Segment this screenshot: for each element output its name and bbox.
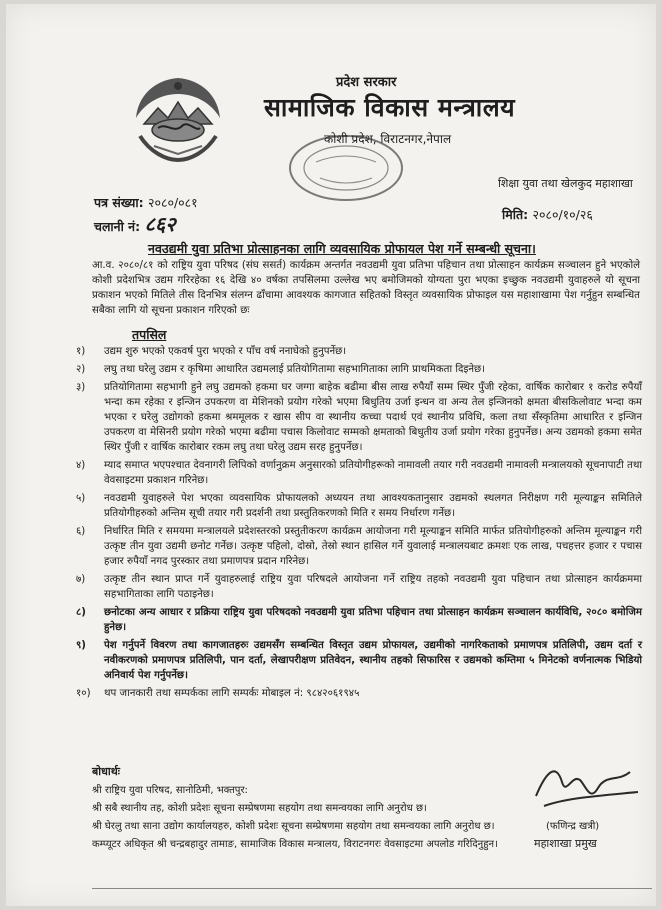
government-name: प्रदेश सरकार <box>336 75 397 90</box>
list-item: १) उद्यम शुरु भएको एकवर्ष पुरा भएको र पाँच वर्ष ननाघेको हुनुपर्नेछ। <box>76 346 347 357</box>
cc-list <box>92 782 512 854</box>
schedule-list <box>76 344 642 704</box>
ministry-name: सामाजिक विकास मन्त्रालय <box>264 93 516 122</box>
footer-divider <box>92 888 652 889</box>
cc-entry: कम्प्यूटर अधिकृत श्री चन्द्रबहादुर तामाङ, सामाजिक विकास मन्त्रालय, विराटनगरः वेवसाइटमा अपलोड गरिदिनुहुन। <box>92 839 498 850</box>
date-value: २०८०/१०/२६ <box>532 207 593 222</box>
department-name: शिक्षा युवा तथा खेलकुद महाशाखा <box>498 177 633 190</box>
list-item: १०) थप जानकारी तथा सम्पर्कका लागि सम्पर्कः मोबाइल नं: ९८४२०६१९४५ <box>76 688 360 699</box>
cc-entry: श्री सबै स्थानीय तह, कोशी प्रदेशः सूचना सम्प्रेषणमा सहयोग तथा समन्वयका लागि अनुरोध छ। <box>92 803 427 814</box>
signatory-name: (फणिन्द्र खत्री) <box>546 821 600 832</box>
dispatch-number-value: ८६२ <box>144 212 176 236</box>
date-label: मिति: <box>502 207 529 222</box>
dispatch-number-label: चलानी नं: <box>94 219 141 234</box>
list-item: ४) म्याद समाप्त भएपश्चात देवनागरी लिपिको वर्णानुक्रम अनुसारको प्रतियोगीहरूको नामावली तयार गरी नवउद्यमी नामावली मन्त्रालयको सूचनापाटी तथा वेवसाइटमा प्रकाशन गरिनेछ। <box>76 460 642 486</box>
notice-subject: नवउद्यमी युवा प्रतिभा प्रोत्साहनका लागि व्यवसायिक प्रोफायल पेश गर्ने सम्बन्धी सूचना। <box>148 241 536 256</box>
list-item: ७) उत्कृष्ट तीन स्थान प्राप्त गर्ने युवाहरुलाई राष्ट्रिय युवा परिषदले आयोजना गर्ने राष्ट्रिय तहको नवउद्यमी युवा पहिचान तथा प्रोत्साहन कार्यक्रममा सहभागिताका लागि पठाइनेछ। <box>76 574 642 600</box>
dispatch-number <box>94 210 176 237</box>
list-item: ८) छनोटका अन्य आधार र प्रक्रिया राष्ट्रिय युवा परिषदको नवउद्यमी युवा प्रतिभा पहिचान तथा प्रोत्साहन कार्यक्रम सञ्चालन कार्यविधि, २०८० बमोजिम हुनेछ। <box>76 607 642 633</box>
letter-number-label: पत्र संख्या: <box>94 195 144 210</box>
list-item: ९) पेश गर्नुपर्ने विवरण तथा कागजातहरुः उद्यमसँग सम्बन्धित विस्तृत उद्यम प्रोफायल, उद्यमीको नागरिकताको प्रमाणपत्र प्रतिलिपी, उद्यम दर्ता र नवीकरणको प्रमाणपत्र प्रतिलिपी, पान दर्ता, लेखापरीक्षण प्रतिवेदन, स्थानीय तहको सिफारिस र उद्यमको कम्तिमा ५ मिनेटको वर्णनात्मक भिडियो अनिवार्य पेश गर्नुपर्नेछ। <box>76 640 642 681</box>
list-item: २) लघु तथा घरेलु उद्यम र कृषिमा आधारित उद्यमलाई प्रतियोगितामा सहभागिताका लागि प्राथमिकता दिइनेछ। <box>76 364 486 375</box>
nepal-emblem-icon <box>124 74 232 166</box>
list-item: ५) नवउद्यमी युवाहरुले पेश भएका व्यवसायिक प्रोफायलको अध्ययन तथा आवश्यकतानुसार उद्यमको स्थलगत निरीक्षण गरी मूल्याङ्कन समितिले प्रतियोगीहरुको अन्तिम सूची तयार गरी प्रदर्शनी तथा प्रस्तुतिकरणको मिति र समय निर्धारण गर्नेछ। <box>76 493 642 519</box>
list-item: ६) निर्धारित मिति र समयमा मन्त्रालयले प्रदेशस्तरको प्रस्तुतीकरण कार्यक्रम आयोजना गरी मूल्याङ्कन समिति मार्फत प्रतियोगीहरुको अन्तिम मूल्याङ्कन गरी उत्कृष्ट तीन युवा उद्यमी छनोट गर्नेछ। उत्कृष्ट पहिलो, दोस्रो, तेस्रो स्थान हासिल गर्ने युवालाई मन्त्रालयबाट क्रमशः एक लाख, पचहत्तर हजार र पचास हजार रुपैयाँ नगद पुरस्कार तथा प्रमाणपत्र प्रदान गरिनेछ। <box>76 526 642 567</box>
signatory-title: महाशाखा प्रमुख <box>534 837 597 850</box>
notice-intro: आ.व. २०८०/८१ को राष्ट्रिय युवा परिषद (संघ ससर्त) कार्यक्रम अन्तर्गत नवउद्यमी युवा प्रतिभा पहिचान तथा प्रोत्साहन कार्यक्रम सञ्चालन हुने भएकोले कोशी प्रदेशभित्र उद्यम गरिरहेका १६ देखि ४० वर्षका तपसिलमा उल्लेख भए बमोजिमको योग्यता पुरा भएका इच्छुक नवउद्यमी युवाहरुले यो सूचना प्रकाशन भएको मितिले तीस दिनभित्र संलग्न ढाँचामा आवश्यक कागजात सहितको विस्तृत व्यवसायिक प्रोफाइल यस महाशाखामा पेश गर्नुहुन सम्बन्धित सबैका लागि यो सूचना प्रकाशन गरिएको छः <box>92 260 640 316</box>
cc-entry: श्री घेरलु तथा साना उद्योग कार्यालयहरु, कोशी प्रदेशः सूचना सम्प्रेषणमा सहयोग तथा समन्वयका लागि अनुरोध छ। <box>92 821 495 832</box>
cc-entry: श्री राष्ट्रिय युवा परिषद, सानोठिमी, भक्तपुर: <box>92 785 248 796</box>
schedule-title: तपसिल <box>132 327 167 342</box>
letter-number <box>94 194 198 211</box>
letter-date <box>502 206 593 223</box>
letter-number-value: २०८०/०८१ <box>147 195 198 210</box>
letter-page <box>6 4 656 906</box>
ministry-address: कोशी प्रदेश, विराटनगर,नेपाल <box>324 132 452 146</box>
signature-icon <box>526 752 646 814</box>
cc-title: बोधार्थः <box>92 765 120 778</box>
list-item: ३) प्रतियोगितामा सहभागी हुने लघु उद्यमको हकमा घर जग्गा बाहेक बढीमा बीस लाख रुपैयाँ सम्म स्थिर पुँजी रहेका, वार्षिक कारोबार १ करोड रुपैयाँ भन्दा कम रहेका र इन्जिन उपकरण वा मेशिनको प्रयोग गरेको भएमा बिधुतिय उर्जा इन्धन वा अन्य तेल इन्जिनको क्षमता बीसकिलोवाट भन्दा कम भएका र घरेलु उद्योगको हकमा श्रममूलक र खास सीप वा स्थानीय कच्चा पदार्थ एवं स्थानीय प्रविधि, कला तथा सँस्कृतिमा आधारित र इन्जिन उपकरण वा मेसिनरी प्रयोग गरेको भएमा बढीमा पचास किलोवाट सम्मको क्षमताको बिधुतीय उर्जा प्रयोग गरेका हुनुपर्नेछ। अन्य उद्यमको हकमा समेत स्थिर पुँजी र वार्षिक कारोबार रकम लघु तथा घरेलु उद्यम सरह हुनुपर्नेछ। <box>76 382 642 453</box>
